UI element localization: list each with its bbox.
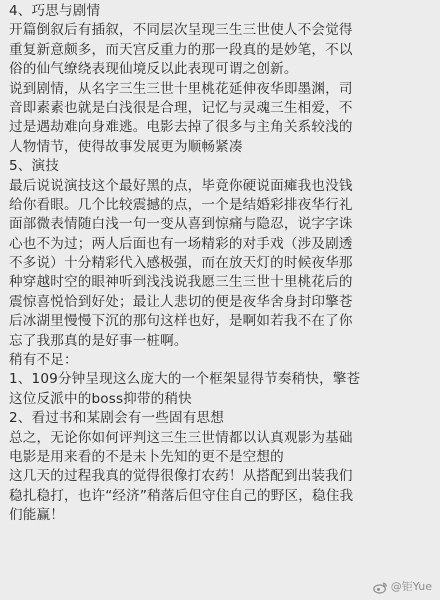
text-line: 音即素素也就是白浅很是合理，记忆与灵魂三生相爱，不 xyxy=(9,99,353,116)
text-line: 面部微表情随白浅一句一变从喜到惊痛与隐忍，说字字诛 xyxy=(9,216,353,233)
section-heading-5: 5、演技 xyxy=(9,158,60,175)
text-line: 俗的仙气缭绕表现仙境反以此表现可谓之创新。 xyxy=(9,61,298,78)
shortcomings-heading: 稍有不足： xyxy=(9,352,78,369)
text-line: 心也不为过；两人后面也有一场精彩的对手戏（涉及剧透 xyxy=(9,235,353,252)
text-line: 这位反派中的boss抑带的稍快 xyxy=(9,390,192,407)
text-line: 稳扎稳打，也许“经济”稍落后但守住自己的野区，稳住我 xyxy=(9,487,354,504)
text-line: 种穿越时空的眼神听到浅浅说我愿三生三世十里桃花后的 xyxy=(9,274,353,291)
text-line: 人物情节，使得故事发展更为顺畅紧凑 xyxy=(9,138,243,155)
article-body xyxy=(9,2,430,526)
text-line: 电影是用来看的不是未卜先知的更不是空想的 xyxy=(9,448,284,465)
text-line: 不多说）十分精彩代入感极强，而在放天灯的时候夜华那 xyxy=(9,255,353,272)
text-line: 最后说说演技这个最好黑的点，毕竟你硬说面瘫我也没钱 xyxy=(9,177,353,194)
text-line: 给你看眼。几个比较震撼的点，一个是结婚彩排夜华行礼 xyxy=(9,196,353,213)
text-line: 们能赢！ xyxy=(9,507,64,524)
text-line: 总之，无论你如何评判这三生三世情都以认真观影为基础 xyxy=(9,429,353,446)
text-line: 忘了我那真的是好事一桩啊。 xyxy=(9,332,188,349)
text-line: 说到剧情，从名字三生三世十里桃花延伸夜华即墨渊，司 xyxy=(9,80,353,97)
weibo-watermark xyxy=(373,580,432,594)
text-line: 重复新意颇多，而天宫反重力的那一段真的是妙笔，不以 xyxy=(9,41,353,58)
text-line: 过是遇劫难向身难逃。电影去掉了很多与主角关系较浅的 xyxy=(9,119,353,136)
text-line: 1、109分钟呈现这么庞大的一个框架显得节奏稍快，擎苍 xyxy=(9,371,361,388)
section-heading-4: 4、巧思与剧情 xyxy=(9,3,101,19)
watermark-author: @钜Yue xyxy=(390,580,432,593)
text-line: 开篇倒叙后有插叙，不同层次呈现三生三世使人不会觉得 xyxy=(9,22,353,39)
text-line: 震惊喜悦恰到好处；最让人悲切的便是夜华舍身封印擎苍 xyxy=(9,293,353,310)
text-line: 后冰湖里慢慢下沉的那句这样也好，是啊如若我不在了你 xyxy=(9,313,353,330)
text-line: 这几天的过程我真的觉得很像打农药！从搭配到出装我们 xyxy=(9,468,353,485)
weibo-icon xyxy=(373,581,388,594)
text-line: 2、看过书和某剧会有一些固有思想 xyxy=(9,410,224,427)
